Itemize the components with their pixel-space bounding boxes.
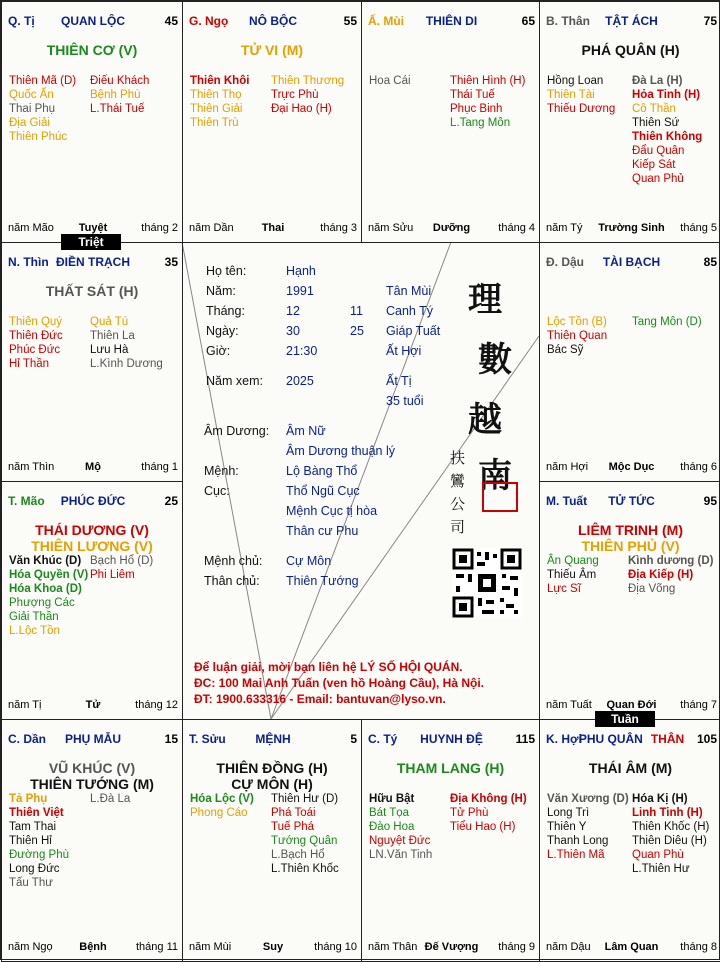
- minor-star: Địa Võng: [628, 583, 676, 595]
- minor-star: Đường Phù: [9, 849, 69, 861]
- menh-value: Lộ Bàng Thổ: [286, 464, 358, 478]
- palace-name-text: THIÊN DI: [425, 14, 478, 28]
- palace-year: năm Tuất: [546, 699, 592, 711]
- major-star: LIÊM TRINH (M): [578, 522, 683, 538]
- minor-star: Thiên Mã (D): [9, 75, 77, 87]
- palace-name-text: PHU QUÂN: [578, 732, 643, 746]
- minor-star: Thiên Giải: [190, 103, 243, 115]
- palace-month: tháng 3: [320, 222, 357, 234]
- than-chu-value: Thiên Tướng: [286, 574, 359, 588]
- major-stars: [362, 760, 539, 776]
- ngay-label: Ngày:: [206, 324, 239, 338]
- minor-star: Địa Kiếp (H): [628, 569, 694, 581]
- minor-stars-right: [90, 792, 130, 806]
- palace-life-stage: Đế Vượng: [424, 941, 479, 953]
- palace-name: [8, 14, 178, 28]
- minor-star: Thiên Phúc: [9, 131, 68, 143]
- minor-star: Quan Phủ: [632, 173, 684, 185]
- palace-suu: [182, 719, 362, 962]
- nam-xem-can-chi: Ất Tị: [386, 374, 412, 388]
- palace-than: [539, 1, 720, 243]
- minor-star: L.Thái Tuế: [90, 103, 145, 115]
- minor-star: Thiên Không: [632, 131, 703, 143]
- minor-stars-right: [90, 315, 163, 371]
- minor-star: Bát Tọa: [369, 807, 410, 819]
- minor-star: L.Thiên Khốc: [271, 863, 339, 875]
- major-star: CỰ MÔN (H): [231, 776, 313, 792]
- minor-star: Lộc Tồn (B): [547, 316, 607, 328]
- minor-star: L.Lộc Tồn: [9, 625, 60, 637]
- minor-star: Văn Khúc (D): [9, 555, 82, 567]
- palace-age: 5: [350, 732, 357, 746]
- minor-stars-right: [450, 74, 525, 130]
- minor-stars-left: [547, 792, 629, 862]
- palace-life-stage: Trường Sinh: [598, 222, 665, 234]
- palace-year: năm Mão: [8, 222, 54, 234]
- palace-name: [189, 732, 357, 746]
- palace-month: tháng 5: [680, 222, 717, 234]
- palace-life-stage: Lâm Quan: [604, 941, 659, 953]
- ho-ten-label: Họ tên:: [206, 264, 247, 278]
- major-star: THIÊN TƯỚNG (M): [30, 776, 154, 792]
- palace-position: B. Thân: [546, 14, 590, 28]
- palace-name: [368, 732, 535, 746]
- minor-star: Phục Binh: [450, 103, 503, 115]
- palace-age: 75: [703, 14, 717, 28]
- nam-label: Năm:: [206, 284, 236, 298]
- ngay-am: 25: [350, 324, 364, 338]
- minor-stars-left: [190, 74, 249, 130]
- palace-month: tháng 7: [680, 699, 717, 711]
- minor-star: Quan Phù: [632, 849, 684, 861]
- minor-star: Phong Cáo: [190, 807, 248, 819]
- minor-stars-left: [369, 792, 432, 862]
- palace-month: tháng 9: [498, 941, 535, 953]
- palace-life-stage: Thai: [261, 222, 285, 234]
- minor-stars-left: [369, 74, 411, 88]
- minor-star: Thiên Hỉ: [9, 835, 52, 847]
- palace-name-text: MỆNH: [255, 732, 291, 746]
- minor-star: Hóa Quyền (V): [9, 569, 89, 581]
- minor-star: Phượng Các: [9, 597, 75, 609]
- palace-position: C. Dần: [8, 732, 47, 746]
- minor-star: Tam Thai: [9, 821, 57, 833]
- minor-star: Thiên Hư (D): [271, 793, 339, 805]
- triet-marker: Triệt: [61, 234, 121, 250]
- palace-month: tháng 12: [135, 699, 178, 711]
- minor-star: Văn Xương (D): [547, 793, 629, 805]
- palace-position: C. Tý: [368, 732, 398, 746]
- palace-position: Ấ. Mùi: [368, 14, 404, 28]
- major-stars: [540, 522, 720, 554]
- major-stars: [540, 42, 720, 58]
- minor-star: L.Bạch Hổ: [271, 849, 325, 861]
- minor-stars-left: [9, 792, 69, 890]
- minor-star: Thiên La: [90, 330, 135, 342]
- palace-name-text: TÀI BẠCH: [602, 255, 661, 269]
- major-star: THAM LANG (H): [396, 760, 505, 776]
- nam-can-chi: Tân Mùi: [386, 284, 432, 298]
- palace-year: năm Sửu: [368, 222, 414, 234]
- logo-sub-1: 扶: [450, 449, 466, 467]
- minor-star: Thiên Hình (H): [450, 75, 526, 87]
- major-stars: [2, 760, 182, 792]
- palace-name-text: NÔ BỘC: [249, 14, 297, 28]
- minor-star: Long Đức: [9, 863, 60, 875]
- minor-star: Kình dương (D): [628, 555, 714, 567]
- palace-position: K. Hợi: [546, 732, 582, 746]
- thang-label: Tháng:: [206, 304, 245, 318]
- minor-star: L.Tang Môn: [450, 117, 511, 129]
- minor-star: Lưu Hà: [90, 344, 129, 356]
- thang-am: 11: [350, 304, 363, 318]
- palace-month: tháng 8: [680, 941, 717, 953]
- minor-stars-right: [450, 792, 527, 834]
- minor-star: Hoa Cái: [369, 75, 411, 87]
- minor-stars-right: [632, 792, 709, 876]
- minor-star: Tang Môn (D): [632, 316, 702, 328]
- minor-star: Bạch Hổ (D): [90, 555, 154, 567]
- contact-line-3: ĐT: 1900.633316 - Email: bantuvan@lyso.vn.: [194, 692, 446, 706]
- major-stars: [183, 42, 361, 58]
- minor-stars-right: [90, 74, 149, 116]
- minor-star: Cô Thần: [632, 103, 676, 115]
- logo-char-1: 理: [468, 280, 502, 320]
- palace-name: [8, 255, 178, 269]
- palace-name-text: TẬT ÁCH: [605, 14, 658, 28]
- palace-age: 115: [515, 732, 535, 746]
- cuc-label: Cục:: [204, 484, 230, 498]
- logo-char-4: 南: [478, 456, 512, 496]
- am-duong-value: Âm Nữ: [286, 424, 326, 438]
- minor-stars-left: [9, 315, 63, 371]
- minor-star: Thiên Khôi: [190, 75, 250, 87]
- major-star: THÁI ÂM (M): [588, 760, 673, 776]
- palace-position: M. Tuất: [546, 494, 588, 508]
- minor-star: Ân Quang: [547, 555, 599, 567]
- qr-code-icon: [452, 548, 522, 618]
- minor-star: Thiên Sứ: [632, 117, 680, 129]
- palace-year: năm Dần: [189, 222, 234, 234]
- palace-life-stage: Tử: [85, 699, 101, 711]
- nam-value: 1991: [286, 284, 314, 298]
- palace-name: [546, 255, 717, 269]
- palace-ty: [361, 719, 540, 962]
- minor-star: Thai Phụ: [9, 103, 56, 115]
- minor-star: Đà La (H): [632, 75, 683, 87]
- palace-year: năm Dậu: [546, 941, 591, 953]
- palace-month: tháng 6: [680, 461, 717, 473]
- minor-stars-left: [9, 74, 76, 144]
- minor-star: Tướng Quân: [271, 835, 338, 847]
- palace-age: 35: [164, 255, 178, 269]
- nam-xem-value: 2025: [286, 374, 314, 388]
- palace-name-text: PHÚC ĐỨC: [60, 494, 126, 508]
- palace-age: 45: [164, 14, 178, 28]
- palace-thin: [1, 242, 183, 482]
- palace-month: tháng 1: [141, 461, 178, 473]
- palace-name: [546, 494, 717, 508]
- than-marker: THÂN: [650, 732, 685, 746]
- palace-life-stage: Tuyệt: [78, 222, 108, 234]
- minor-star: Bác Sỹ: [547, 344, 584, 356]
- than-chu-label: Thân chủ:: [204, 574, 260, 588]
- palace-month: tháng 10: [314, 941, 357, 953]
- minor-star: Bệnh Phù: [90, 89, 141, 101]
- palace-year: năm Ngọ: [8, 941, 53, 953]
- palace-month: tháng 4: [498, 222, 535, 234]
- minor-star: Thái Tuế: [450, 89, 495, 101]
- contact-line-1: Để luận giải, mời bạn liên hệ LÝ SỐ HỘI QUÁN.: [194, 660, 463, 674]
- major-stars: [540, 760, 720, 776]
- minor-stars-left: [547, 315, 607, 357]
- minor-star: Thiên Quý: [9, 316, 63, 328]
- gio-can-chi: Ất Hợi: [386, 344, 422, 358]
- minor-star: Tấu Thư: [9, 877, 53, 889]
- minor-star: Thiên Diêu (H): [632, 835, 707, 847]
- minor-stars-right: [90, 554, 153, 582]
- minor-star: L.Kình Dương: [90, 358, 163, 370]
- minor-star: Nguyệt Đức: [369, 835, 431, 847]
- thang-can-chi: Canh Tý: [386, 304, 434, 318]
- palace-name: [546, 14, 717, 28]
- palace-ti: [1, 1, 183, 243]
- palace-age: 25: [164, 494, 178, 508]
- logo-sub-2: 鸞: [450, 472, 466, 490]
- gio-value: 21:30: [286, 344, 318, 358]
- palace-tuat: [539, 481, 720, 720]
- major-star: THẤT SÁT (H): [45, 283, 139, 299]
- major-star: THIÊN LƯƠNG (V): [31, 538, 153, 554]
- minor-star: L.Thiên Mã: [547, 849, 605, 861]
- major-stars: [183, 760, 361, 792]
- minor-star: Quốc Ấn: [9, 89, 54, 101]
- minor-stars-left: [190, 792, 254, 820]
- minor-star: LN.Văn Tinh: [369, 849, 433, 861]
- palace-name-text: TỬ TỨC: [608, 494, 655, 508]
- palace-name-text: ĐIỀN TRẠCH: [56, 255, 130, 269]
- minor-stars-left: [547, 74, 615, 116]
- gio-label: Giờ:: [206, 344, 231, 358]
- minor-star: Tuế Phá: [271, 821, 315, 833]
- major-star: VŨ KHÚC (V): [48, 760, 136, 776]
- major-stars: [2, 42, 182, 58]
- minor-star: Thanh Long: [547, 835, 609, 847]
- tuan-marker: Tuần: [595, 711, 655, 727]
- minor-star: Đào Hoa: [369, 821, 415, 833]
- major-stars: [2, 522, 182, 554]
- palace-name: [368, 14, 535, 28]
- major-stars: [2, 283, 182, 299]
- palace-life-stage: Mộ: [85, 461, 101, 473]
- minor-star: Hữu Bật: [369, 793, 415, 805]
- palace-life-stage: Dưỡng: [432, 222, 471, 234]
- minor-star: Tử Phù: [450, 807, 489, 819]
- minor-star: Hóa Kị (H): [632, 793, 688, 805]
- logo-char-2: 數: [478, 340, 512, 380]
- palace-mao: [1, 481, 183, 720]
- palace-life-stage: Mộc Dục: [608, 461, 655, 473]
- minor-star: Hồng Loan: [547, 75, 604, 87]
- menh-chu-value: Cự Môn: [286, 554, 332, 568]
- minor-star: L.Đà La: [90, 793, 131, 805]
- minor-star: Thiên Khốc (H): [632, 821, 710, 833]
- minor-star: Thiếu Dương: [547, 103, 616, 115]
- minor-star: Thiên Thọ: [190, 89, 242, 101]
- minor-star: Đẩu Quân: [632, 145, 685, 157]
- red-seal-stamp: [482, 482, 518, 512]
- palace-ngo: [182, 1, 362, 243]
- menh-chu-label: Mệnh chủ:: [204, 554, 263, 568]
- minor-star: Hóa Khoa (D): [9, 583, 82, 595]
- major-star: THIÊN PHỦ (V): [581, 538, 680, 554]
- palace-month: tháng 2: [141, 222, 178, 234]
- major-star: THÁI DƯƠNG (V): [35, 522, 149, 538]
- palace-age: 55: [343, 14, 357, 28]
- palace-age: 95: [703, 494, 717, 508]
- minor-star: Hỏa Tinh (H): [632, 89, 701, 101]
- palace-life-stage: Bệnh: [79, 941, 107, 953]
- palace-age: 15: [164, 732, 178, 746]
- minor-star: Linh Tinh (H): [632, 807, 703, 819]
- major-star: THIÊN ĐỒNG (H): [216, 760, 328, 776]
- minor-star: Phá Toái: [271, 807, 316, 819]
- minor-star: Thiên Thương: [271, 75, 345, 87]
- palace-name: [8, 494, 178, 508]
- palace-month: tháng 11: [135, 941, 178, 953]
- minor-star: Đại Hao (H): [271, 103, 332, 115]
- ngay-can-chi: Giáp Tuất: [386, 324, 441, 338]
- palace-age: 65: [521, 14, 535, 28]
- minor-star: Thiên Tài: [547, 89, 595, 101]
- palace-life-stage: Quan Đới: [606, 699, 657, 711]
- thang-value: 12: [286, 304, 300, 318]
- minor-star: Tả Phụ: [9, 793, 48, 805]
- palace-name: [189, 14, 357, 28]
- palace-position: Đ. Dậu: [546, 255, 585, 269]
- minor-stars-right: [632, 74, 702, 186]
- palace-year: năm Hợi: [546, 461, 589, 473]
- minor-star: Kiếp Sát: [632, 159, 676, 171]
- palace-year: năm Thân: [368, 941, 418, 953]
- minor-stars-right: [632, 315, 702, 329]
- minor-stars-right: [271, 74, 344, 116]
- contact-line-2: ĐC: 100 Mai Anh Tuấn (ven hồ Hoàng Cầu), Hà Nội.: [194, 676, 485, 690]
- palace-name-text: PHỤ MẪU: [65, 732, 121, 746]
- palace-age: 105: [696, 732, 717, 746]
- palace-dau: [539, 242, 720, 482]
- minor-star: Hóa Lộc (V): [190, 793, 254, 805]
- minor-star: Thiên Trù: [190, 117, 239, 129]
- minor-star: Giải Thần: [9, 611, 59, 623]
- minor-star: Thiếu Âm: [547, 569, 597, 581]
- palace-hoi: [539, 719, 720, 962]
- center-info-panel: [182, 242, 539, 719]
- logo-sub-3: 公: [450, 495, 466, 513]
- palace-life-stage: Suy: [262, 941, 284, 953]
- logo-char-3: 越: [468, 400, 502, 440]
- minor-star: Điếu Khách: [90, 75, 150, 87]
- palace-year: năm Tý: [546, 222, 583, 234]
- minor-star: Quả Tú: [90, 316, 129, 328]
- palace-dan: [1, 719, 183, 962]
- palace-year: năm Mùi: [189, 941, 232, 953]
- nam-xem-label: Năm xem:: [206, 374, 263, 388]
- logo-sub-4: 司: [450, 518, 466, 536]
- minor-star: L.Thiên Hư: [632, 863, 690, 875]
- palace-name: [546, 732, 717, 746]
- palace-year: năm Tị: [8, 699, 42, 711]
- minor-star: Trực Phù: [271, 89, 319, 101]
- palace-position: T. Mão: [8, 494, 45, 508]
- palace-position: Q. Tị: [8, 14, 35, 28]
- minor-stars-right: [628, 554, 713, 596]
- palace-name: [8, 732, 178, 746]
- palace-mui: [361, 1, 540, 243]
- am-duong-value-2: Âm Dương thuận lý: [286, 444, 395, 458]
- am-duong-label: Âm Dương:: [204, 424, 270, 438]
- palace-name-text: QUAN LỘC: [61, 14, 125, 28]
- ngay-value: 30: [286, 324, 300, 338]
- minor-star: Hỉ Thần: [9, 358, 50, 370]
- minor-star: Phi Liêm: [90, 569, 135, 581]
- minor-star: Địa Không (H): [450, 793, 527, 805]
- cuc-value-3: Thân cư Phu: [286, 524, 359, 538]
- tuoi-value: 35 tuổi: [386, 394, 424, 408]
- palace-year: năm Thìn: [8, 461, 55, 473]
- palace-name-text: HUYNH ĐỆ: [420, 732, 483, 746]
- major-star: PHÁ QUÂN (H): [581, 42, 680, 58]
- palace-age: 85: [703, 255, 717, 269]
- cuc-value: Thổ Ngũ Cục: [286, 484, 360, 498]
- cuc-value-2: Mệnh Cục tị hòa: [286, 504, 378, 518]
- minor-star: Thiên Quan: [547, 330, 608, 342]
- palace-position: G. Ngọ: [189, 14, 229, 28]
- minor-stars-left: [9, 554, 88, 638]
- palace-position: N. Thìn: [8, 255, 49, 269]
- minor-star: Thiên Việt: [9, 807, 64, 819]
- minor-star: Phúc Đức: [9, 344, 61, 356]
- minor-star: Long Trì: [547, 807, 590, 819]
- minor-star: Lực Sĩ: [547, 583, 581, 595]
- minor-star: Địa Giải: [9, 117, 50, 129]
- minor-stars-left: [547, 554, 599, 596]
- major-star: TỬ VI (M): [240, 42, 304, 58]
- minor-star: Tiểu Hao (H): [450, 821, 516, 833]
- menh-label: Mệnh:: [204, 464, 239, 478]
- minor-star: Thiên Đức: [9, 330, 63, 342]
- ho-ten-value: Hạnh: [286, 264, 316, 278]
- major-star: THIÊN CƠ (V): [46, 42, 138, 58]
- palace-position: T. Sửu: [189, 732, 226, 746]
- minor-star: Thiên Y: [547, 821, 587, 833]
- minor-stars-right: [271, 792, 339, 876]
